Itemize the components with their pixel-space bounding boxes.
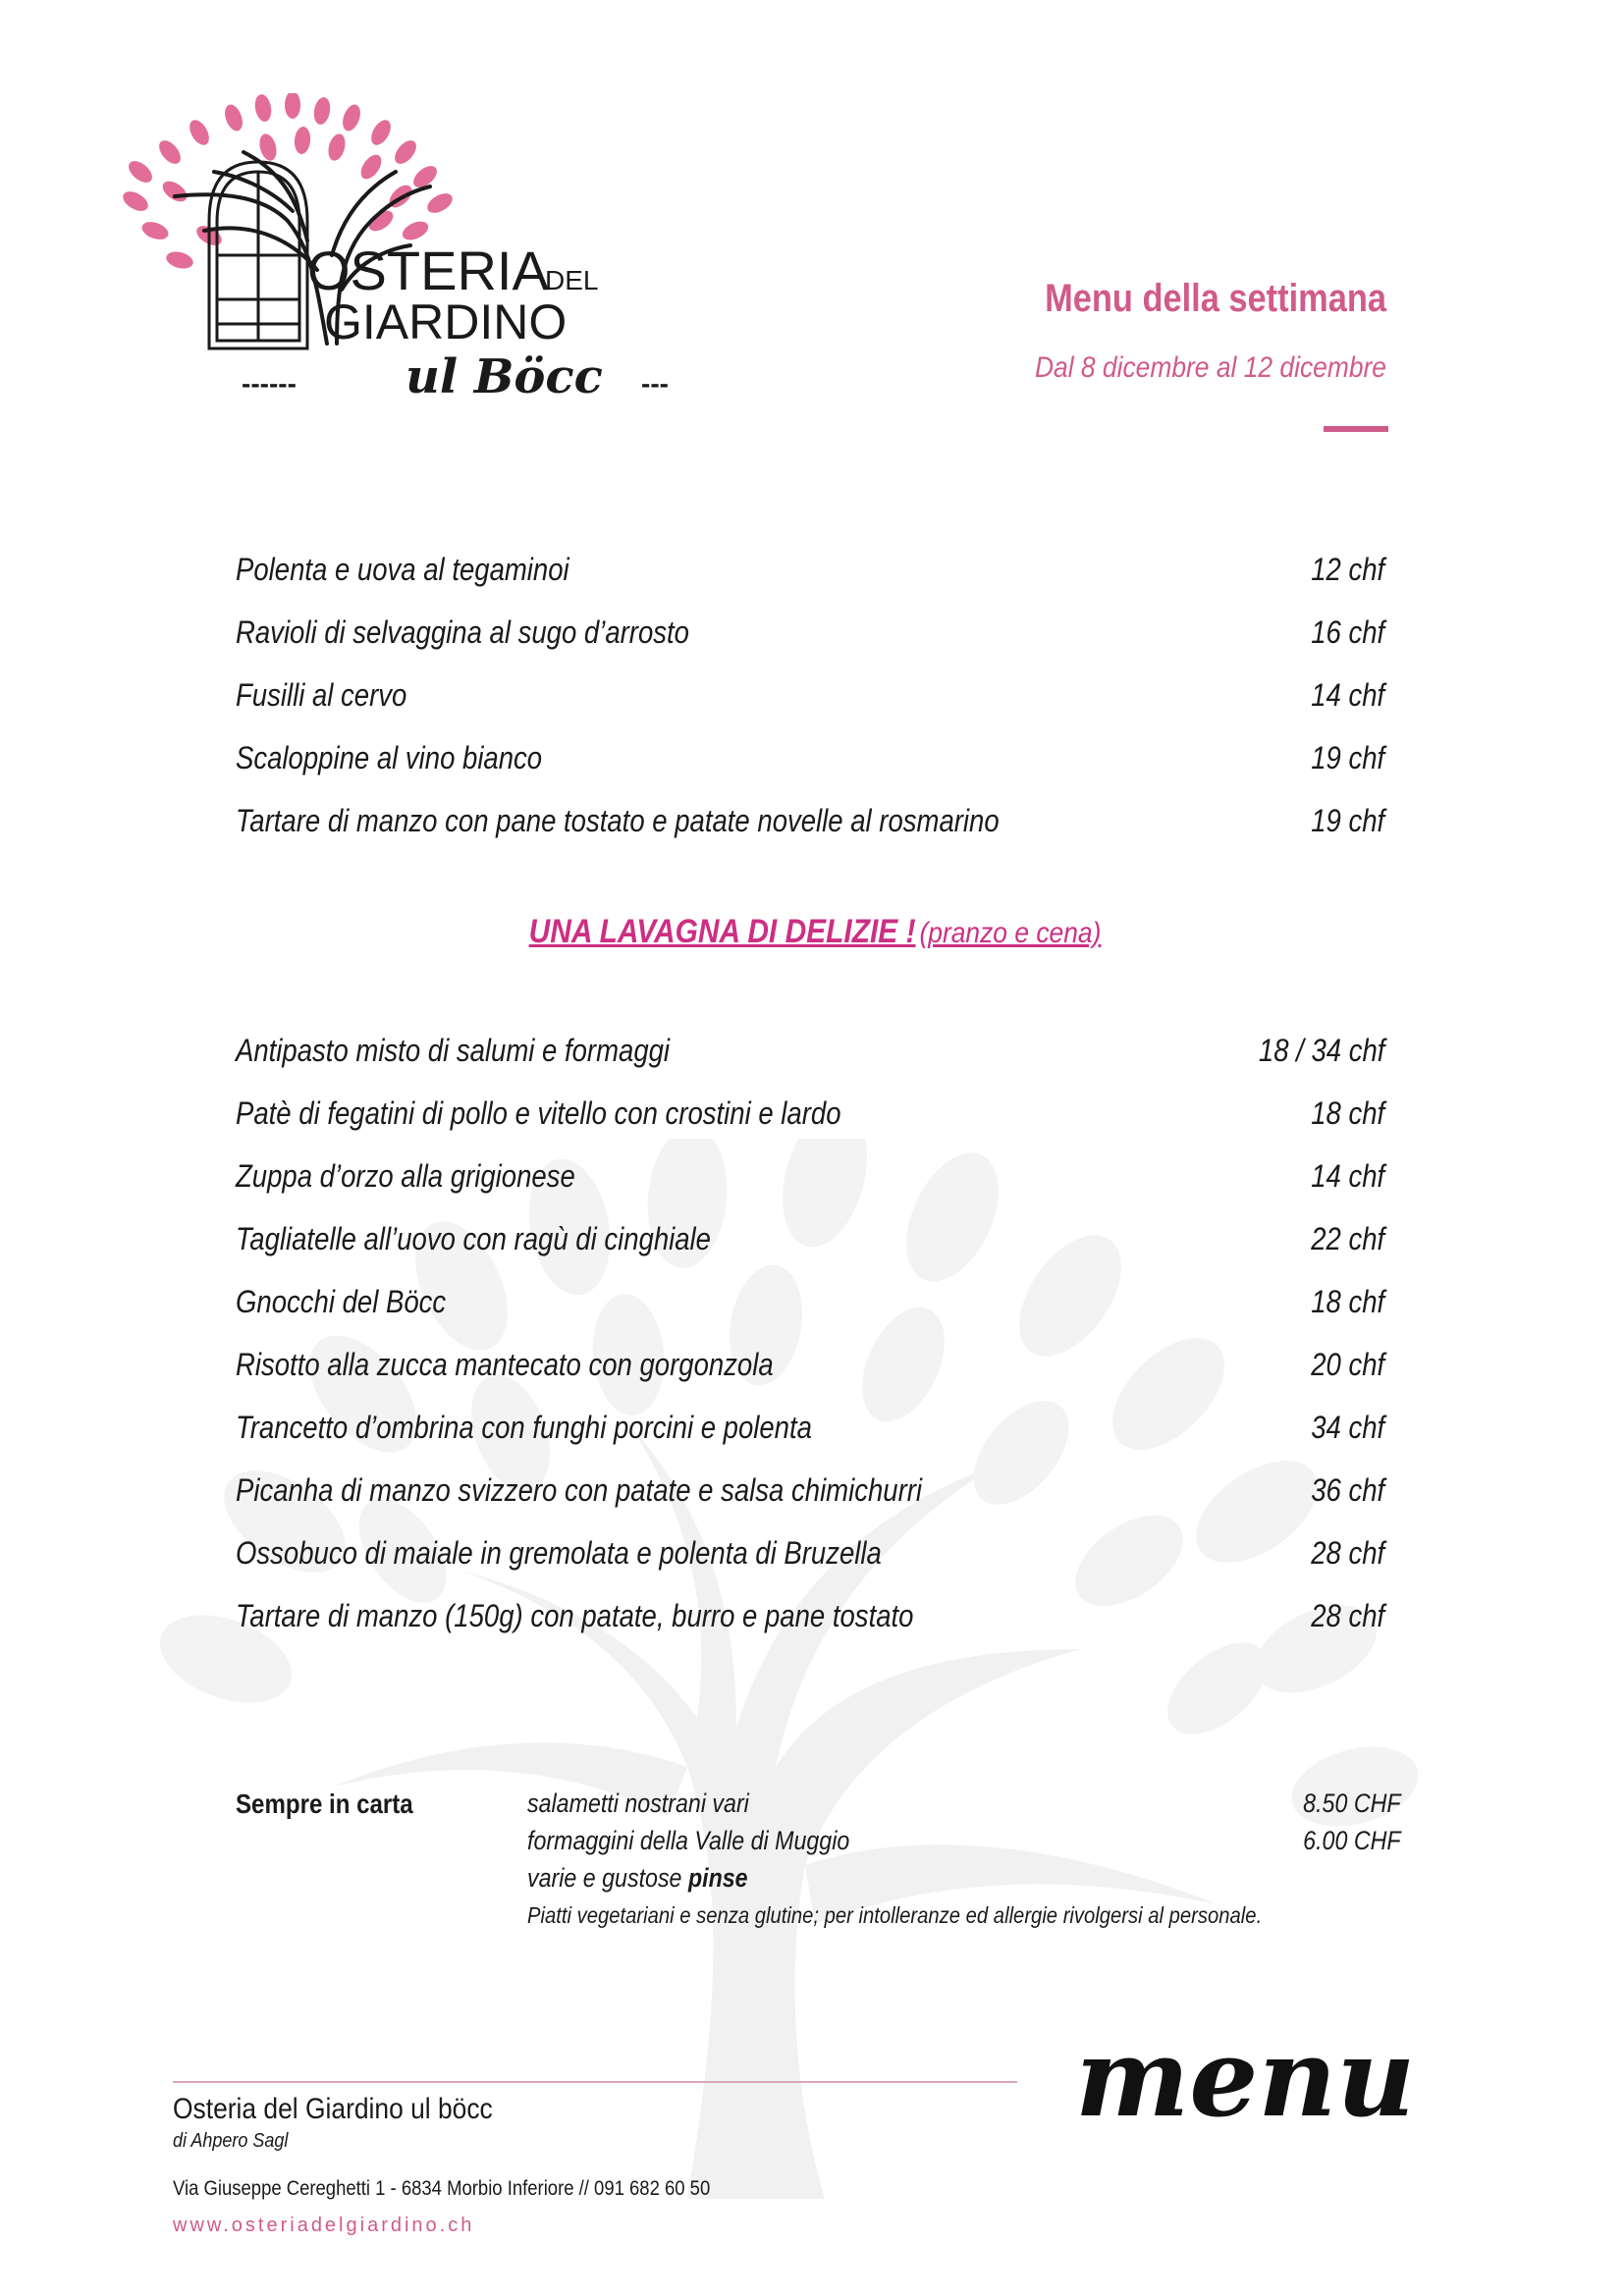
dish-name: Polenta e uova al tegaminoi bbox=[236, 552, 569, 587]
dish-price: 34 chf bbox=[1311, 1410, 1384, 1445]
dish-name: Picanha di manzo svizzero con patate e salsa chimichurri bbox=[236, 1472, 923, 1508]
dish-name: Ravioli di selvaggina al sugo d’arrosto bbox=[236, 614, 689, 650]
menu-script-word: menu bbox=[1075, 2017, 1416, 2141]
dish-price: 19 chf bbox=[1311, 803, 1384, 838]
dish-name: Tartare di manzo con pane tostato e patate novelle al rosmarino bbox=[236, 803, 1000, 838]
allergy-note: Piatti vegetariani e senza glutine; per intolleranze ed allergie rivolgersi al personale. bbox=[527, 1902, 1263, 1928]
logo-word-del: DEL bbox=[545, 265, 599, 295]
dish-row bbox=[236, 1033, 1384, 1076]
tree-window-logo-icon bbox=[116, 93, 725, 417]
dish-name: Scaloppine al vino bianco bbox=[236, 740, 543, 775]
dish-name: Antipasto misto di salumi e formaggi bbox=[236, 1033, 671, 1068]
footer-company: di Ahpero Sagl bbox=[173, 2130, 289, 2152]
dish-price: 18 chf bbox=[1311, 1095, 1384, 1131]
dish-name: Patè di fegatini di pollo e vitello con crostini e lardo bbox=[236, 1095, 841, 1131]
dish-row bbox=[236, 614, 1384, 658]
dish-price: 36 chf bbox=[1311, 1472, 1384, 1508]
dish-price: 18 chf bbox=[1311, 1284, 1384, 1319]
footer-address: Via Giuseppe Cereghetti 1 - 6834 Morbio Inferiore // 091 682 60 50 bbox=[173, 2177, 711, 2200]
dish-price: 22 chf bbox=[1311, 1221, 1384, 1256]
dish-price: 16 chf bbox=[1311, 614, 1384, 650]
dish-row bbox=[236, 1158, 1384, 1201]
dish-price: 14 chf bbox=[1311, 1158, 1384, 1194]
dish-row bbox=[236, 1095, 1384, 1139]
pinse-word: pinse bbox=[687, 1863, 748, 1893]
dish-row bbox=[236, 1284, 1384, 1327]
logo-dashes-left: ------ bbox=[242, 368, 297, 399]
carta-item-price: 6.00 CHF bbox=[1303, 1826, 1401, 1855]
pinse-prefix: varie e gustose bbox=[527, 1863, 682, 1893]
logo-word-giardino: GIARDINO bbox=[324, 294, 568, 349]
lavagna-heading bbox=[392, 913, 1238, 951]
dish-row bbox=[236, 1221, 1384, 1264]
logo-word-osteria: OSTERIA bbox=[307, 240, 549, 301]
sempre-in-carta-label: Sempre in carta bbox=[236, 1789, 413, 1819]
dish-name: Zuppa d’orzo alla grigionese bbox=[236, 1158, 575, 1194]
lavagna-title: UNA LAVAGNA DI DELIZIE ! bbox=[528, 913, 916, 950]
carta-item-pinse bbox=[527, 1863, 748, 1894]
carta-item-name: formaggini della Valle di Muggio bbox=[527, 1826, 850, 1855]
logo-dashes-right: --- bbox=[641, 368, 669, 399]
dish-row bbox=[236, 803, 1384, 846]
dish-row bbox=[236, 740, 1384, 783]
dish-row bbox=[236, 677, 1384, 721]
carta-item-price: 8.50 CHF bbox=[1303, 1789, 1401, 1818]
dish-row bbox=[236, 1472, 1384, 1516]
dish-price: 18 / 34 chf bbox=[1258, 1033, 1384, 1068]
date-range: Dal 8 dicembre al 12 dicembre bbox=[1034, 351, 1386, 384]
lavagna-subtitle: (pranzo e cena) bbox=[919, 917, 1102, 949]
dish-row bbox=[236, 1598, 1384, 1641]
dish-name: Ossobuco di maiale in gremolata e polenta di Bruzella bbox=[236, 1535, 882, 1571]
dish-price: 28 chf bbox=[1311, 1535, 1384, 1571]
dish-name: Gnocchi del Böcc bbox=[236, 1284, 447, 1319]
dish-name: Tagliatelle all’uovo con ragù di cinghiale bbox=[236, 1221, 711, 1256]
dish-name: Fusilli al cervo bbox=[236, 677, 407, 713]
dish-price: 20 chf bbox=[1311, 1347, 1384, 1382]
footer-website: www.osteriadelgiardino.ch bbox=[173, 2215, 475, 2236]
dish-row bbox=[236, 1410, 1384, 1453]
logo-word-ul-bocc: ul Böcc bbox=[406, 349, 603, 404]
accent-divider bbox=[1324, 426, 1388, 432]
carta-item-name: salametti nostrani vari bbox=[527, 1789, 749, 1818]
dish-row bbox=[236, 1535, 1384, 1578]
dish-name: Risotto alla zucca mantecato con gorgonzola bbox=[236, 1347, 774, 1382]
page-title: Menu della settimana bbox=[1045, 277, 1386, 320]
dish-price: 14 chf bbox=[1311, 677, 1384, 713]
dish-row bbox=[236, 552, 1384, 595]
dish-price: 12 chf bbox=[1311, 552, 1384, 587]
menu-script-logo bbox=[1065, 2017, 1458, 2155]
footer-divider bbox=[173, 2081, 1017, 2083]
dish-name: Tartare di manzo (150g) con patate, burro e pane tostato bbox=[236, 1598, 914, 1633]
dish-name: Trancetto d’ombrina con funghi porcini e polenta bbox=[236, 1410, 812, 1445]
dish-price: 19 chf bbox=[1311, 740, 1384, 775]
dish-price: 28 chf bbox=[1311, 1598, 1384, 1633]
dish-row bbox=[236, 1347, 1384, 1390]
footer-restaurant-name: Osteria del Giardino ul böcc bbox=[173, 2093, 493, 2125]
